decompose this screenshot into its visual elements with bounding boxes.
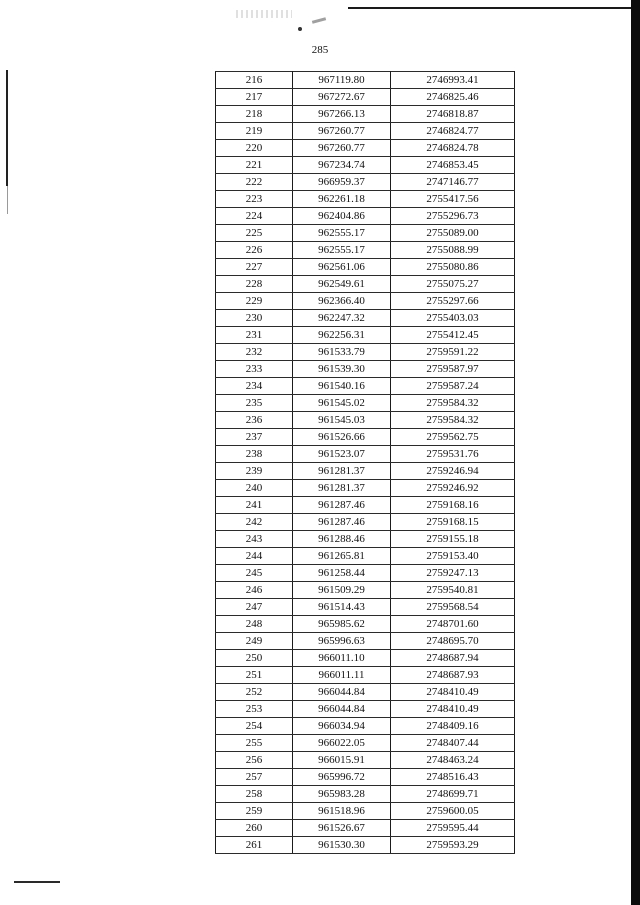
- y-coordinate-cell: 2755296.73: [391, 208, 515, 225]
- table-row: [216, 463, 515, 480]
- point-number-cell: 217: [216, 89, 293, 106]
- y-coordinate-cell: 2746993.41: [391, 72, 515, 89]
- table-row: [216, 446, 515, 463]
- y-coordinate-cell: 2755403.03: [391, 310, 515, 327]
- x-coordinate-cell: 966011.10: [293, 650, 391, 667]
- x-coordinate-cell: 967266.13: [293, 106, 391, 123]
- table-row: [216, 582, 515, 599]
- x-coordinate-cell: 967260.77: [293, 123, 391, 140]
- table-row: [216, 701, 515, 718]
- x-coordinate-cell: 962561.06: [293, 259, 391, 276]
- point-number-cell: 233: [216, 361, 293, 378]
- y-coordinate-cell: 2755075.27: [391, 276, 515, 293]
- ink-dot: [298, 27, 302, 31]
- x-coordinate-cell: 961523.07: [293, 446, 391, 463]
- point-number-cell: 225: [216, 225, 293, 242]
- table-row: [216, 344, 515, 361]
- point-number-cell: 220: [216, 140, 293, 157]
- table-row: [216, 123, 515, 140]
- bottom-margin-mark: [14, 881, 60, 883]
- table-row: [216, 89, 515, 106]
- y-coordinate-cell: 2748410.49: [391, 701, 515, 718]
- point-number-cell: 237: [216, 429, 293, 446]
- y-coordinate-cell: 2759591.22: [391, 344, 515, 361]
- x-coordinate-cell: 965996.72: [293, 769, 391, 786]
- point-number-cell: 221: [216, 157, 293, 174]
- x-coordinate-cell: 962261.18: [293, 191, 391, 208]
- x-coordinate-cell: 961545.02: [293, 395, 391, 412]
- coordinate-table-body: [216, 72, 515, 854]
- point-number-cell: 246: [216, 582, 293, 599]
- table-row: [216, 752, 515, 769]
- point-number-cell: 218: [216, 106, 293, 123]
- y-coordinate-cell: 2759168.16: [391, 497, 515, 514]
- x-coordinate-cell: 967119.80: [293, 72, 391, 89]
- point-number-cell: 249: [216, 633, 293, 650]
- x-coordinate-cell: 965983.28: [293, 786, 391, 803]
- x-coordinate-cell: 961287.46: [293, 514, 391, 531]
- point-number-cell: 231: [216, 327, 293, 344]
- top-rule-line: [348, 7, 631, 9]
- y-coordinate-cell: 2748699.71: [391, 786, 515, 803]
- x-coordinate-cell: 967260.77: [293, 140, 391, 157]
- y-coordinate-cell: 2746824.77: [391, 123, 515, 140]
- table-row: [216, 667, 515, 684]
- table-row: [216, 293, 515, 310]
- y-coordinate-cell: 2759593.29: [391, 837, 515, 854]
- point-number-cell: 223: [216, 191, 293, 208]
- x-coordinate-cell: 966959.37: [293, 174, 391, 191]
- table-row: [216, 769, 515, 786]
- y-coordinate-cell: 2746824.78: [391, 140, 515, 157]
- table-row: [216, 548, 515, 565]
- point-number-cell: 224: [216, 208, 293, 225]
- table-row: [216, 361, 515, 378]
- x-coordinate-cell: 961287.46: [293, 497, 391, 514]
- y-coordinate-cell: 2748410.49: [391, 684, 515, 701]
- point-number-cell: 242: [216, 514, 293, 531]
- x-coordinate-cell: 961265.81: [293, 548, 391, 565]
- y-coordinate-cell: 2759531.76: [391, 446, 515, 463]
- x-coordinate-cell: 966011.11: [293, 667, 391, 684]
- table-row: [216, 378, 515, 395]
- table-row: [216, 106, 515, 123]
- x-coordinate-cell: 962366.40: [293, 293, 391, 310]
- table-row: [216, 565, 515, 582]
- y-coordinate-cell: 2759153.40: [391, 548, 515, 565]
- scan-edge-shadow: [631, 0, 640, 905]
- table-row: [216, 820, 515, 837]
- left-margin-mark: [6, 70, 8, 186]
- point-number-cell: 247: [216, 599, 293, 616]
- x-coordinate-cell: 961518.96: [293, 803, 391, 820]
- x-coordinate-cell: 962256.31: [293, 327, 391, 344]
- x-coordinate-cell: 967234.74: [293, 157, 391, 174]
- table-row: [216, 616, 515, 633]
- y-coordinate-cell: 2755297.66: [391, 293, 515, 310]
- x-coordinate-cell: 961281.37: [293, 480, 391, 497]
- point-number-cell: 226: [216, 242, 293, 259]
- coordinate-table: [215, 71, 515, 854]
- y-coordinate-cell: 2755412.45: [391, 327, 515, 344]
- y-coordinate-cell: 2755417.56: [391, 191, 515, 208]
- y-coordinate-cell: 2748463.24: [391, 752, 515, 769]
- y-coordinate-cell: 2746853.45: [391, 157, 515, 174]
- point-number-cell: 216: [216, 72, 293, 89]
- x-coordinate-cell: 961530.30: [293, 837, 391, 854]
- y-coordinate-cell: 2759587.97: [391, 361, 515, 378]
- point-number-cell: 261: [216, 837, 293, 854]
- x-coordinate-cell: 961514.43: [293, 599, 391, 616]
- point-number-cell: 228: [216, 276, 293, 293]
- y-coordinate-cell: 2746825.46: [391, 89, 515, 106]
- y-coordinate-cell: 2759155.18: [391, 531, 515, 548]
- scan-noise: [236, 10, 292, 18]
- table-row: [216, 242, 515, 259]
- point-number-cell: 243: [216, 531, 293, 548]
- table-row: [216, 225, 515, 242]
- x-coordinate-cell: 966034.94: [293, 718, 391, 735]
- y-coordinate-cell: 2759540.81: [391, 582, 515, 599]
- x-coordinate-cell: 961545.03: [293, 412, 391, 429]
- x-coordinate-cell: 961288.46: [293, 531, 391, 548]
- point-number-cell: 245: [216, 565, 293, 582]
- table-row: [216, 157, 515, 174]
- y-coordinate-cell: 2759246.92: [391, 480, 515, 497]
- table-row: [216, 191, 515, 208]
- x-coordinate-cell: 961509.29: [293, 582, 391, 599]
- point-number-cell: 232: [216, 344, 293, 361]
- x-coordinate-cell: 966015.91: [293, 752, 391, 769]
- table-row: [216, 208, 515, 225]
- point-number-cell: 254: [216, 718, 293, 735]
- x-coordinate-cell: 961526.67: [293, 820, 391, 837]
- y-coordinate-cell: 2748687.93: [391, 667, 515, 684]
- table-row: [216, 276, 515, 293]
- x-coordinate-cell: 966044.84: [293, 701, 391, 718]
- table-row: [216, 633, 515, 650]
- table-row: [216, 786, 515, 803]
- table-row: [216, 327, 515, 344]
- point-number-cell: 240: [216, 480, 293, 497]
- point-number-cell: 239: [216, 463, 293, 480]
- point-number-cell: 238: [216, 446, 293, 463]
- y-coordinate-cell: 2759584.32: [391, 395, 515, 412]
- x-coordinate-cell: 966044.84: [293, 684, 391, 701]
- y-coordinate-cell: 2747146.77: [391, 174, 515, 191]
- x-coordinate-cell: 961539.30: [293, 361, 391, 378]
- x-coordinate-cell: 962549.61: [293, 276, 391, 293]
- x-coordinate-cell: 961540.16: [293, 378, 391, 395]
- table-row: [216, 72, 515, 89]
- left-margin-mark-faint: [7, 186, 8, 214]
- x-coordinate-cell: 962404.86: [293, 208, 391, 225]
- table-row: [216, 599, 515, 616]
- point-number-cell: 248: [216, 616, 293, 633]
- y-coordinate-cell: 2748687.94: [391, 650, 515, 667]
- x-coordinate-cell: 966022.05: [293, 735, 391, 752]
- table-row: [216, 718, 515, 735]
- x-coordinate-cell: 961526.66: [293, 429, 391, 446]
- y-coordinate-cell: 2748407.44: [391, 735, 515, 752]
- point-number-cell: 222: [216, 174, 293, 191]
- y-coordinate-cell: 2759584.32: [391, 412, 515, 429]
- point-number-cell: 235: [216, 395, 293, 412]
- y-coordinate-cell: 2746818.87: [391, 106, 515, 123]
- x-coordinate-cell: 961533.79: [293, 344, 391, 361]
- y-coordinate-cell: 2759246.94: [391, 463, 515, 480]
- y-coordinate-cell: 2759568.54: [391, 599, 515, 616]
- x-coordinate-cell: 962555.17: [293, 225, 391, 242]
- point-number-cell: 255: [216, 735, 293, 752]
- table-row: [216, 480, 515, 497]
- x-coordinate-cell: 962247.32: [293, 310, 391, 327]
- point-number-cell: 227: [216, 259, 293, 276]
- x-coordinate-cell: 962555.17: [293, 242, 391, 259]
- page-number: 285: [311, 44, 329, 56]
- y-coordinate-cell: 2759247.13: [391, 565, 515, 582]
- point-number-cell: 257: [216, 769, 293, 786]
- table-row: [216, 514, 515, 531]
- point-number-cell: 250: [216, 650, 293, 667]
- table-row: [216, 412, 515, 429]
- y-coordinate-cell: 2759562.75: [391, 429, 515, 446]
- point-number-cell: 244: [216, 548, 293, 565]
- table-row: [216, 531, 515, 548]
- table-row: [216, 395, 515, 412]
- y-coordinate-cell: 2759600.05: [391, 803, 515, 820]
- point-number-cell: 258: [216, 786, 293, 803]
- table-row: [216, 497, 515, 514]
- x-coordinate-cell: 961281.37: [293, 463, 391, 480]
- x-coordinate-cell: 967272.67: [293, 89, 391, 106]
- table-row: [216, 650, 515, 667]
- y-coordinate-cell: 2755080.86: [391, 259, 515, 276]
- y-coordinate-cell: 2755089.00: [391, 225, 515, 242]
- y-coordinate-cell: 2759587.24: [391, 378, 515, 395]
- point-number-cell: 253: [216, 701, 293, 718]
- table-row: [216, 837, 515, 854]
- point-number-cell: 219: [216, 123, 293, 140]
- ink-smudge: [312, 17, 326, 24]
- x-coordinate-cell: 965996.63: [293, 633, 391, 650]
- y-coordinate-cell: 2759168.15: [391, 514, 515, 531]
- table-row: [216, 140, 515, 157]
- table-row: [216, 310, 515, 327]
- table-row: [216, 803, 515, 820]
- point-number-cell: 234: [216, 378, 293, 395]
- point-number-cell: 260: [216, 820, 293, 837]
- point-number-cell: 251: [216, 667, 293, 684]
- y-coordinate-cell: 2748695.70: [391, 633, 515, 650]
- point-number-cell: 252: [216, 684, 293, 701]
- y-coordinate-cell: 2759595.44: [391, 820, 515, 837]
- point-number-cell: 236: [216, 412, 293, 429]
- x-coordinate-cell: 965985.62: [293, 616, 391, 633]
- table-row: [216, 429, 515, 446]
- y-coordinate-cell: 2748516.43: [391, 769, 515, 786]
- point-number-cell: 241: [216, 497, 293, 514]
- point-number-cell: 229: [216, 293, 293, 310]
- table-row: [216, 259, 515, 276]
- point-number-cell: 256: [216, 752, 293, 769]
- y-coordinate-cell: 2748409.16: [391, 718, 515, 735]
- y-coordinate-cell: 2755088.99: [391, 242, 515, 259]
- point-number-cell: 259: [216, 803, 293, 820]
- y-coordinate-cell: 2748701.60: [391, 616, 515, 633]
- x-coordinate-cell: 961258.44: [293, 565, 391, 582]
- table-row: [216, 174, 515, 191]
- table-row: [216, 684, 515, 701]
- point-number-cell: 230: [216, 310, 293, 327]
- table-row: [216, 735, 515, 752]
